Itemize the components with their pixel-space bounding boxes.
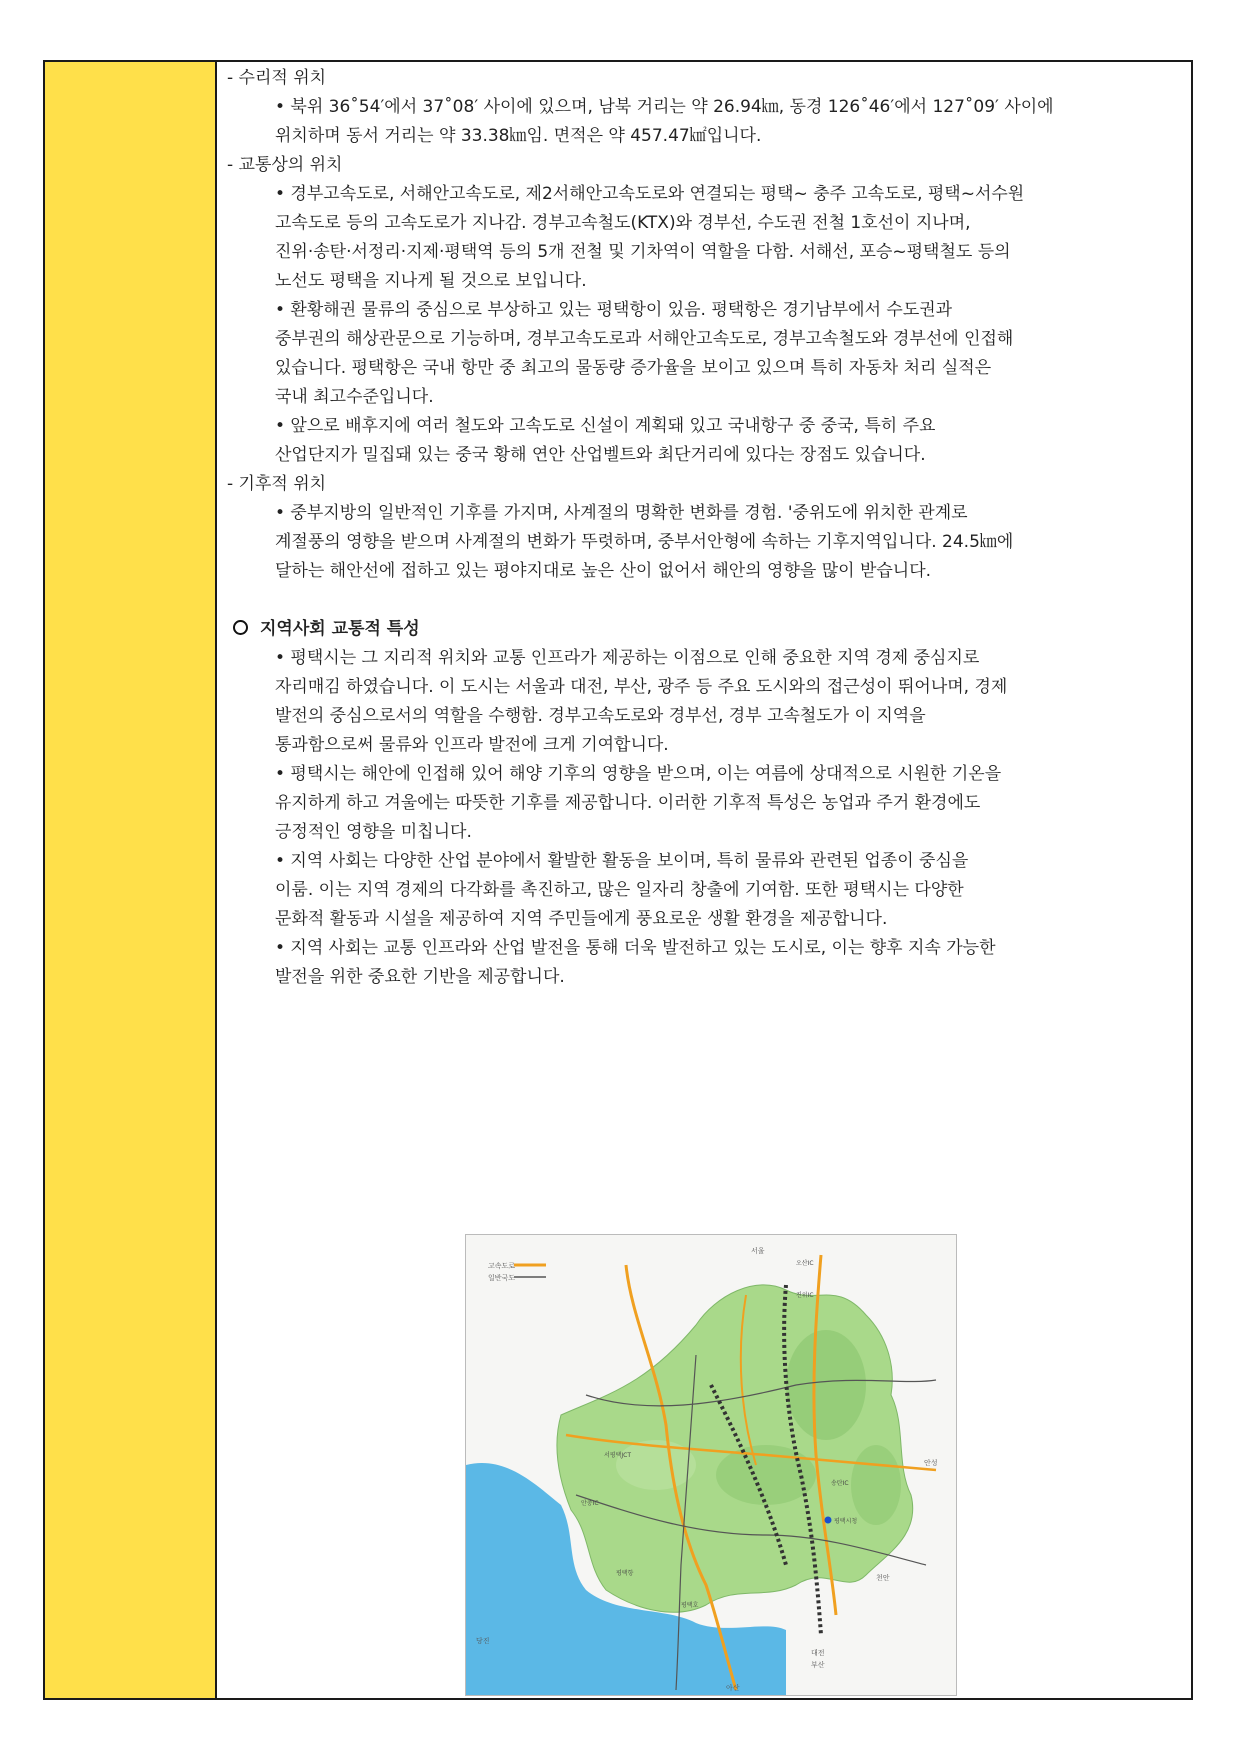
- transport-line: 중부권의 해상관문으로 기능하며, 경부고속도로과 서해안고속도로, 경부고속철도와 경부선에 인접해: [275, 329, 1014, 349]
- transport-line: 산업단지가 밀집돼 있는 중국 황해 연안 산업벨트와 최단거리에 있다는 장점도 있습니다.: [275, 445, 926, 465]
- legend-highway-label: 고속도로: [488, 1262, 516, 1270]
- climate-line: 계절풍의 영향을 받으며 사계절의 변화가 뚜렷하며, 중부서안형에 속하는 기후지역입니다. 24.5㎞에: [275, 532, 1014, 552]
- community-line: 이룸. 이는 지역 경제의 다각화를 촉진하고, 많은 일자리 창출에 기여함. 또한 평택시는 다양한: [275, 880, 964, 900]
- map-label-city-hall: 평택시청: [834, 1518, 858, 1525]
- map-label-seohae-jct: 서평택JCT: [604, 1452, 632, 1459]
- community-line: 자리매김 하였습니다. 이 도시는 서울과 대전, 부산, 광주 등 주요 도시와의 접근성이 뛰어나며, 경제: [275, 677, 1008, 697]
- transport-line: • 앞으로 배후지에 여러 철도와 고속도로 신설이 계획돼 있고 국내항구 중 중국, 특히 주요: [275, 416, 936, 436]
- map-label-osan-ic: 오산IC: [796, 1260, 814, 1267]
- climate-line: 달하는 해안선에 접하고 있는 평야지대로 높은 산이 없어서 해안의 영향을 많이 받습니다.: [275, 561, 932, 581]
- map-label-ansung: 안성: [924, 1459, 938, 1467]
- section-title-hydro: - 수리적 위치: [227, 68, 327, 88]
- map-canvas: [466, 1235, 956, 1695]
- community-line: • 평택시는 해안에 인접해 있어 해양 기후의 영향을 받으며, 이는 여름에 상대적으로 시원한 기온을: [275, 764, 1002, 784]
- section-title-transport: - 교통상의 위치: [227, 155, 343, 175]
- hydro-line: 위치하며 동서 거리는 약 33.38㎞임. 면적은 약 457.47㎢입니다.: [275, 126, 762, 146]
- map-label-daejeon: 대전: [811, 1649, 825, 1657]
- map-label-anjung-ic: 안중IC: [581, 1500, 599, 1507]
- document-frame: [43, 60, 1193, 1700]
- transport-line: • 경부고속도로, 서해안고속도로, 제2서해안고속도로와 연결되는 평택~ 충주 고속도로, 평택~서수원: [275, 184, 1025, 204]
- map-label-asan: 아산: [726, 1684, 740, 1692]
- map-label-pyeongtaek-port: 평택항: [616, 1570, 634, 1577]
- community-line: • 지역 사회는 다양한 산업 분야에서 활발한 활동을 보이며, 특히 물류와 관련된 업종이 중심을: [275, 851, 969, 871]
- transport-line: 국내 최고수준입니다.: [275, 387, 434, 407]
- community-title: 지역사회 교통적 특성: [260, 619, 420, 639]
- community-line: 발전의 중심으로서의 역할을 수행함. 경부고속도로와 경부선, 경부 고속철도가 이 지역을: [275, 706, 926, 726]
- legend-road-label: 일반국도: [488, 1274, 516, 1282]
- map-label-busan: 부산: [811, 1661, 825, 1669]
- content-column: [227, 64, 1179, 992]
- climate-line: • 중부지방의 일반적인 기후를 가지며, 사계절의 명확한 변화를 경험. '중위도에 위치한 관계로: [275, 503, 968, 523]
- section-heading-community: [227, 615, 1179, 644]
- community-line: 통과함으로써 물류와 인프라 발전에 크게 기여합니다.: [275, 735, 669, 755]
- community-line: 긍정적인 영향을 미칩니다.: [275, 822, 472, 842]
- map-label-songtan-ic: 송탄IC: [831, 1480, 849, 1487]
- community-line: 문화적 활동과 시설을 제공하여 지역 주민들에게 풍요로운 생활 환경을 제공합니다.: [275, 909, 888, 929]
- transport-line: 노선도 평택을 지나게 될 것으로 보입니다.: [275, 271, 587, 291]
- transport-line: 있습니다. 평택항은 국내 항만 중 최고의 물동량 증가율을 보이고 있으며 특히 자동차 처리 실적은: [275, 358, 992, 378]
- transport-line: • 환황해권 물류의 중심으로 부상하고 있는 평택항이 있음. 평택항은 경기남부에서 수도권과: [275, 300, 953, 320]
- transport-line: 진위·송탄·서정리·지제·평택역 등의 5개 전철 및 기차역이 역할을 다함. 서해선, 포승~평택철도 등의: [275, 242, 1011, 262]
- hydro-line: • 북위 36˚54′에서 37˚08′ 사이에 있으며, 남북 거리는 약 26.94㎞, 동경 126˚46′에서 127˚09′ 사이에: [275, 97, 1054, 117]
- community-line: 발전을 위한 중요한 기반을 제공합니다.: [275, 967, 565, 987]
- section-title-climate: - 기후적 위치: [227, 474, 327, 494]
- map-label-dangjin: 당진: [476, 1637, 490, 1645]
- map-label-seoul: 서울: [751, 1247, 765, 1255]
- circle-bullet-icon: [233, 620, 248, 635]
- map-label-pyeongtaek-ho: 평택호: [681, 1602, 699, 1609]
- community-line: • 평택시는 그 지리적 위치와 교통 인프라가 제공하는 이점으로 인해 중요한 지역 경제 중심지로: [275, 648, 980, 668]
- transport-map: [465, 1234, 957, 1696]
- map-label-jinwi-ic: 진위IC: [796, 1292, 814, 1299]
- map-label-cheonan: 천안: [876, 1574, 890, 1582]
- community-line: 유지하게 하고 겨울에는 따뜻한 기후를 제공합니다. 이러한 기후적 특성은 농업과 주거 환경에도: [275, 793, 981, 813]
- community-line: • 지역 사회는 교통 인프라와 산업 발전을 통해 더욱 발전하고 있는 도시로, 이는 향후 지속 가능한: [275, 938, 996, 958]
- sidebar-column: [45, 62, 217, 1698]
- transport-line: 고속도로 등의 고속도로가 지나감. 경부고속철도(KTX)와 경부선, 수도권 전철 1호선이 지나며,: [275, 213, 971, 233]
- city-hall-marker-icon: [825, 1517, 832, 1524]
